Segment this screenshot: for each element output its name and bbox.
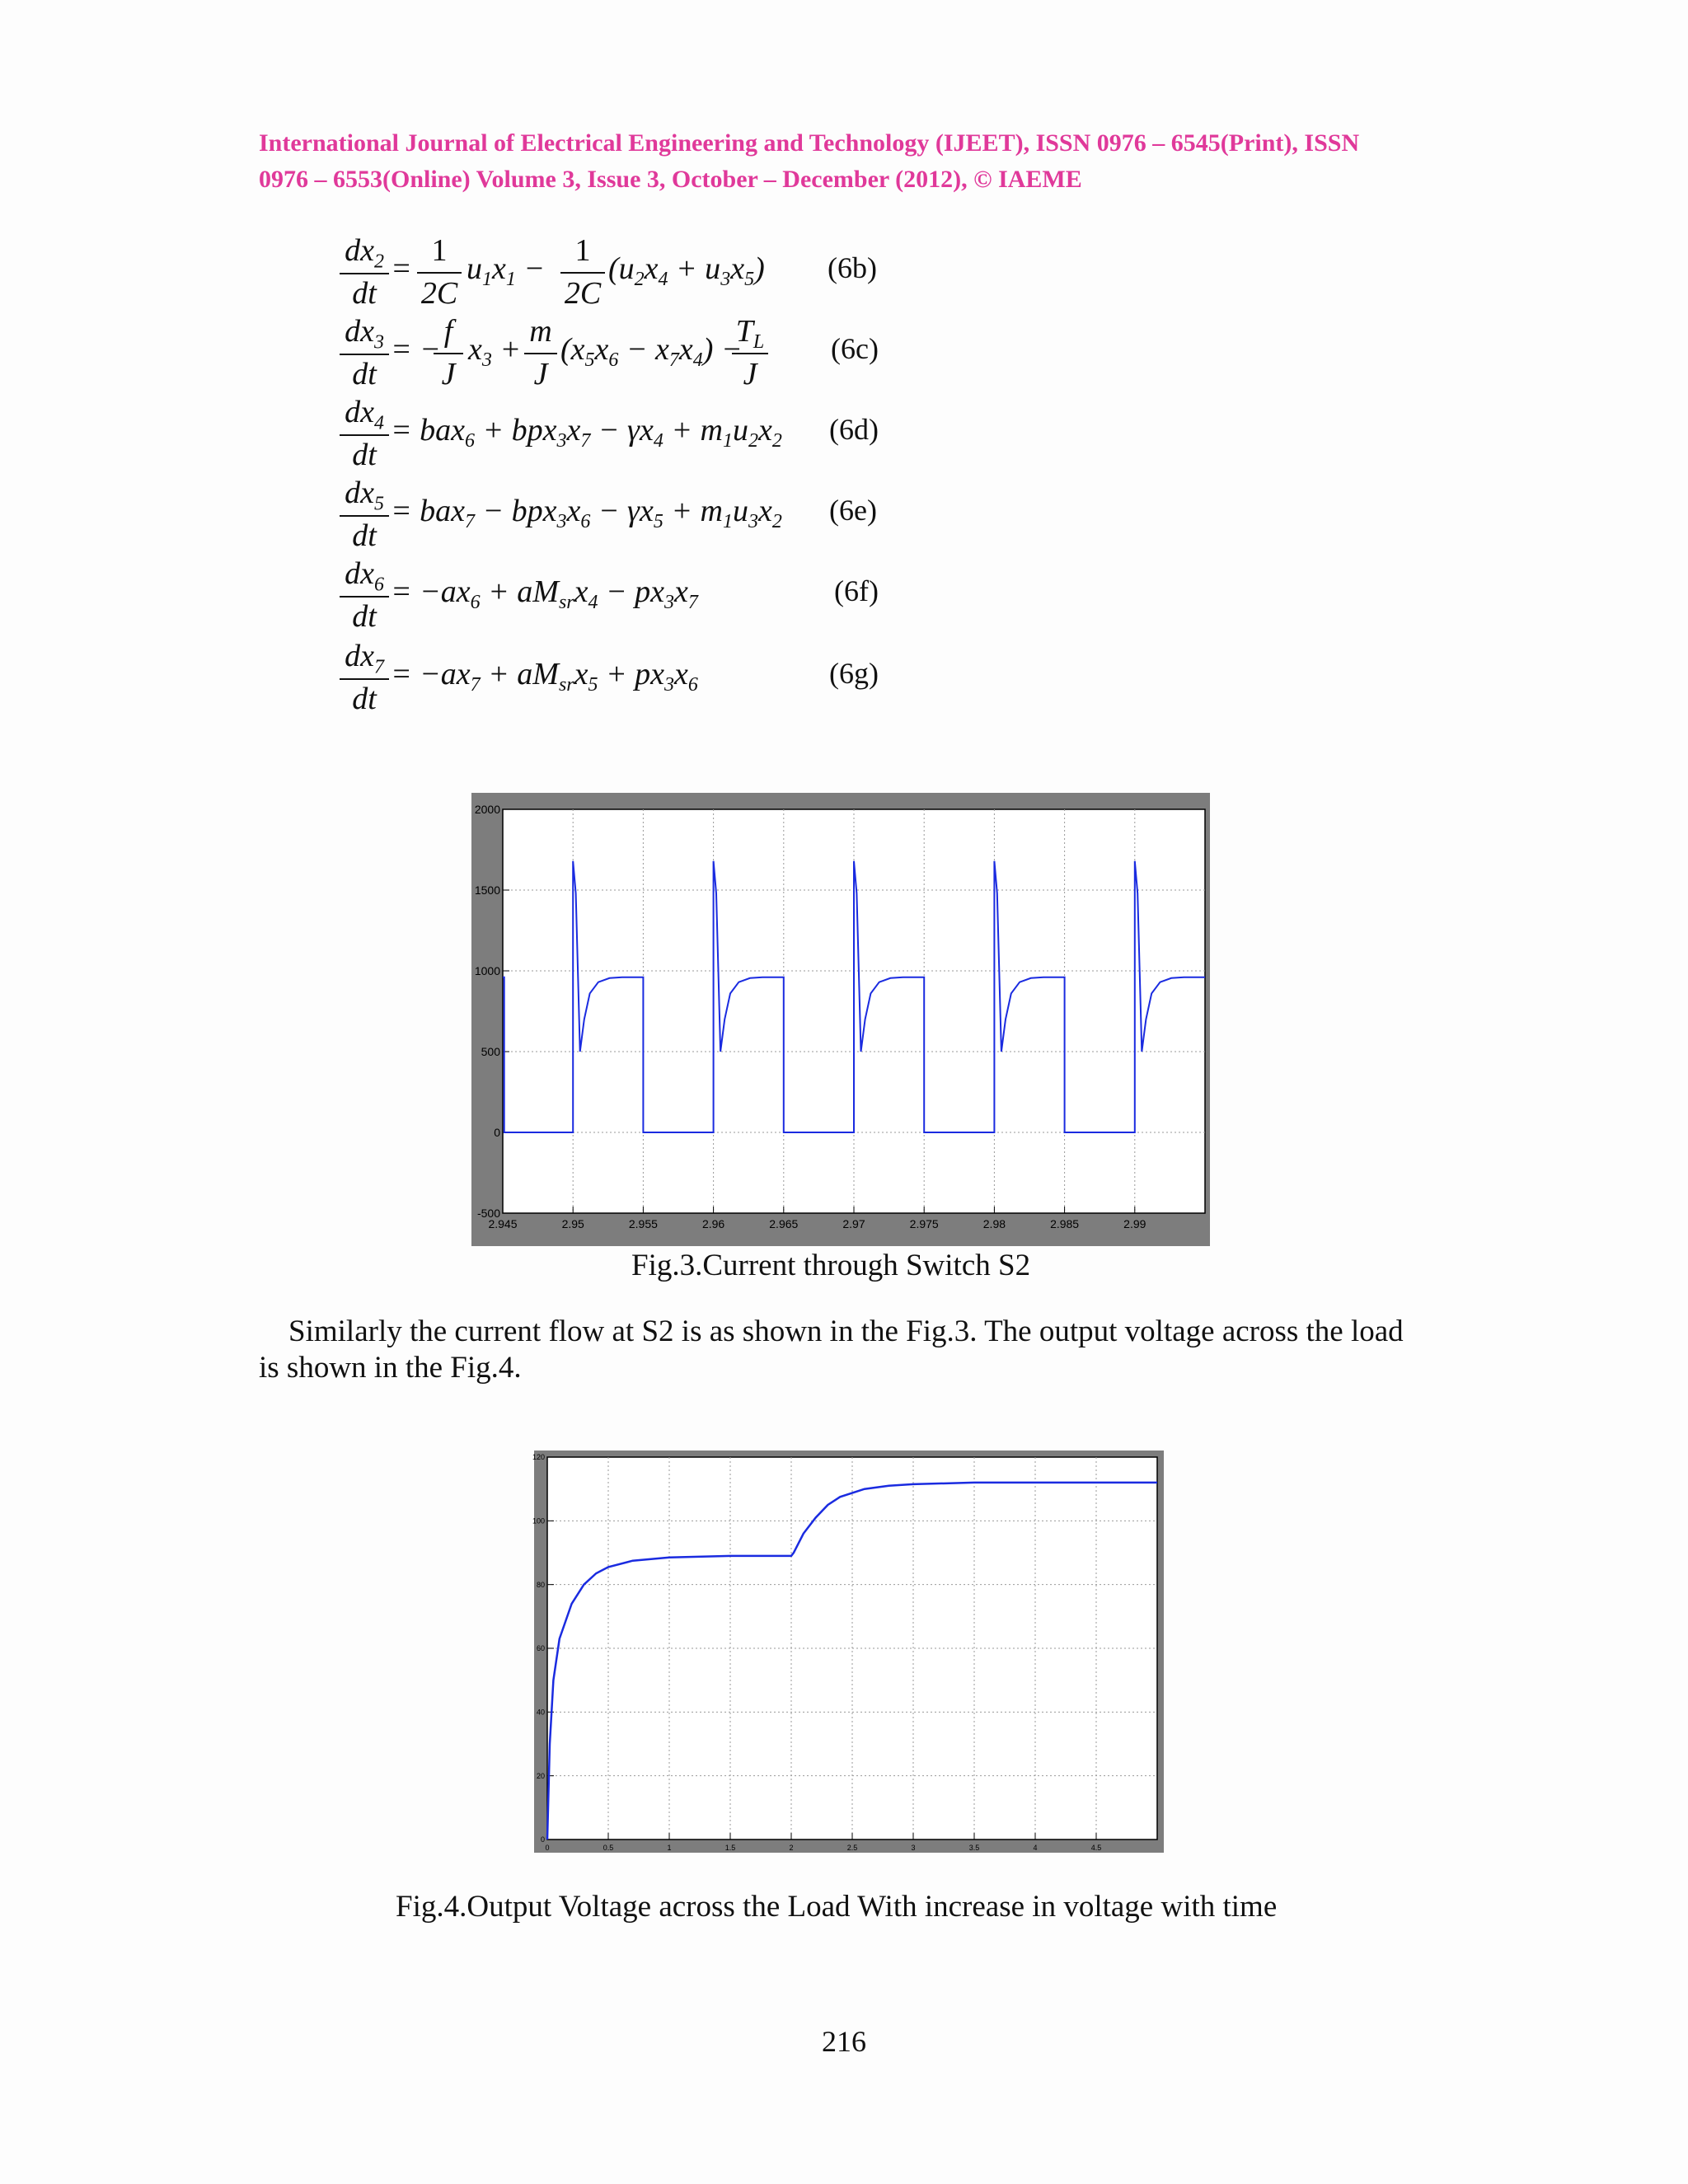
- equation-label-6e: (6e): [829, 494, 877, 527]
- body-paragraph: [259, 1314, 1446, 1386]
- equation-label-6b: (6b): [828, 251, 877, 284]
- fig3-x-tick-label: 2.96: [701, 1217, 725, 1230]
- fig4-x-tick-label: 0.5: [603, 1844, 614, 1852]
- journal-header-line2: 0976 – 6553(Online) Volume 3, Issue 3, October – December (2012), © IAEME: [259, 166, 1082, 193]
- fig3-x-tick-label: 2.95: [561, 1217, 584, 1230]
- fig4-chart: [534, 1451, 1164, 1853]
- equation-6c: $dx_3$ dt = − f J $x_3$ + m J $(x_5x_6 - x_7x_4)$ − $T_L$ J (6c): [330, 313, 907, 392]
- fig3-x-tick-label: 2.945: [488, 1217, 518, 1230]
- fig4-caption: Fig.4.Output Voltage across the Load With increase in voltage with time: [396, 1890, 1278, 1924]
- fig4-x-tick-label: 1.5: [724, 1844, 736, 1852]
- equation-label-6g: (6g): [829, 657, 879, 690]
- fig3-y-tick-label: 2000: [474, 802, 500, 816]
- fig3-x-tick-label: 2.98: [982, 1217, 1006, 1230]
- equation-6f: $dx_6$ dt = $-ax_6 + aM_{sr}x_4 - px_3x_7$ (6f): [330, 555, 907, 635]
- fig3-y-tick-label: -500: [476, 1206, 500, 1220]
- fig4-y-tick-label: 0: [540, 1835, 545, 1844]
- fig4-x-tick-label: 2.5: [846, 1844, 858, 1852]
- fig4-x-tick-label: 3.5: [968, 1844, 980, 1852]
- fig3-x-tick-label: 2.955: [628, 1217, 658, 1230]
- equation-6e: $dx_5$ dt = $bax_7 - bpx_3x_6 - \gamma x_5 + m_1u_3x_2$ (6e): [330, 475, 907, 554]
- fig3-y-tick-label: 0: [494, 1125, 500, 1139]
- fig4-x-tick-label: 3: [911, 1844, 916, 1852]
- fig3-y-tick-label: 1500: [474, 883, 500, 897]
- fig4-x-tick-label: 1: [667, 1844, 672, 1852]
- equation-label-6d: (6d): [829, 413, 879, 446]
- fig4-x-tick-label: 2: [789, 1844, 794, 1852]
- journal-header-line1: International Journal of Electrical Engineering and Technology (IJEET), ISSN 0976 – 6545(Print), ISSN: [259, 129, 1360, 157]
- fig4-y-tick-label: 80: [536, 1580, 545, 1589]
- fig4-x-tick-label: 4: [1033, 1844, 1038, 1852]
- fig3-x-tick-label: 2.99: [1123, 1217, 1146, 1230]
- equation-label-6c: (6c): [831, 332, 879, 365]
- fig3-y-tick-label: 500: [481, 1044, 500, 1058]
- equation-6b: $dx_2$ dt = 1 2C $u_1x_1$ − 1 2C $(u_2x_4 + u_3x_5)$ (6b): [330, 232, 907, 312]
- paragraph-line2: is shown in the Fig.4.: [259, 1351, 522, 1385]
- fig4-x-tick-label: 4.5: [1090, 1844, 1102, 1852]
- fig4-y-tick-label: 20: [536, 1771, 545, 1780]
- fig4-y-tick-label: 60: [536, 1644, 545, 1653]
- fig3-x-tick-label: 2.97: [842, 1217, 865, 1230]
- fig3-caption: Fig.3.Current through Switch S2: [631, 1249, 1031, 1282]
- page-number: 216: [822, 2025, 866, 2058]
- fig3-x-tick-label: 2.975: [909, 1217, 939, 1230]
- fig4-y-tick-label: 100: [532, 1516, 545, 1526]
- fig3-x-tick-label: 2.985: [1050, 1217, 1080, 1230]
- equation-6d: $dx_4$ dt = $bax_6 + bpx_3x_7 - \gamma x_4 + m_1u_2x_2$ (6d): [330, 394, 907, 473]
- fig4-y-tick-label: 40: [536, 1708, 545, 1717]
- paragraph-line1: Similarly the current flow at S2 is as shown in the Fig.3. The output voltage across the load: [288, 1315, 1404, 1348]
- equation-6g: $dx_7$ dt = $-ax_7 + aM_{sr}x_5 + px_3x_6$ (6g): [330, 638, 907, 717]
- fig3-chart: [471, 793, 1210, 1246]
- fig3-y-tick-label: 1000: [474, 963, 500, 977]
- equation-label-6f: (6f): [834, 574, 879, 607]
- fig3-x-tick-label: 2.965: [769, 1217, 799, 1230]
- journal-header: [259, 125, 1446, 198]
- fig4-y-tick-label: 120: [532, 1453, 545, 1462]
- fig4-x-tick-label: 0: [545, 1844, 550, 1852]
